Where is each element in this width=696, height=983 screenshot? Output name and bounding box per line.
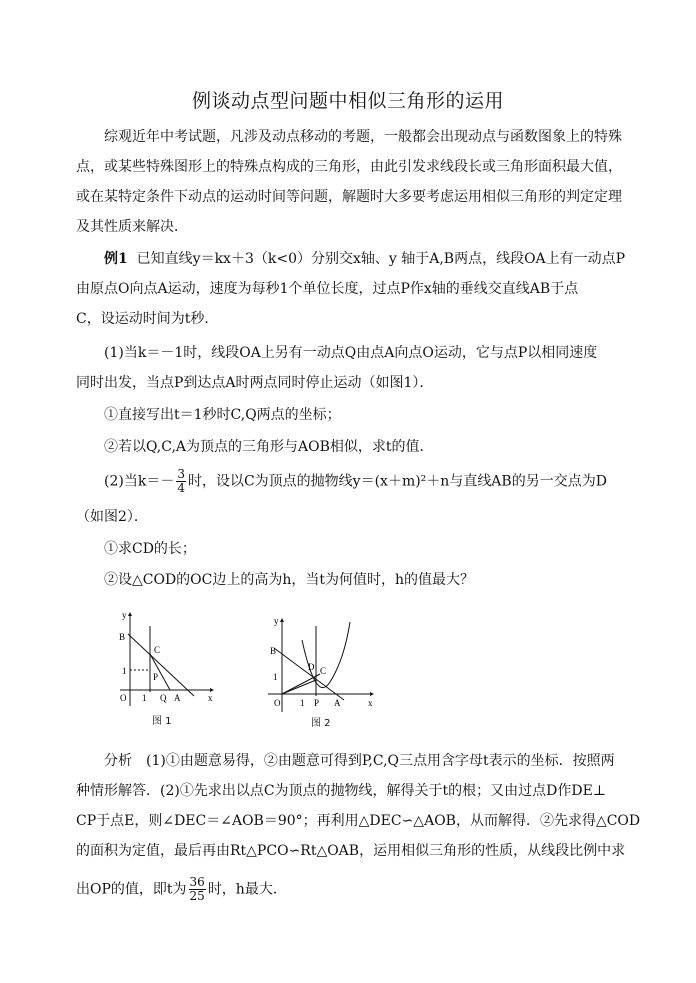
part2-q1: ①求CD的长； <box>104 541 196 557</box>
fig2-parabola <box>302 622 350 688</box>
fig1-arrows <box>128 612 214 692</box>
fig2-label-1x: 1 <box>300 698 305 708</box>
fig2-line-od <box>282 674 320 694</box>
frac-den-25: 25 <box>189 889 205 903</box>
intro-line-2: 点，或某些特殊图形上的特殊点构成的三角形，由此引发求线段长或三角形面积最大值， <box>76 159 622 175</box>
fig1-label-x: x <box>208 693 213 703</box>
fig1-label-c: C <box>154 645 161 655</box>
example-line-2: 由原点O向点A运动，速度为每秒1个单位长度，过点P作x轴的垂线交直线AB于点 <box>76 281 579 297</box>
fig1-label-b: B <box>119 632 126 642</box>
fig2-label-y: y <box>274 616 279 626</box>
part2-q2: ②设△COD的OC边上的高为h，当t为何值时，h的值最大？ <box>104 572 475 588</box>
fig2-arrows <box>280 618 374 696</box>
analysis-line-2: 种情形解答．(2)①先求出以点C为顶点的抛物线，解得关于t的根；又由过点D作DE⊥ <box>76 783 607 799</box>
frac-num: 3 <box>177 467 185 481</box>
example-line-1 <box>104 249 652 269</box>
fig1-label-1x: 1 <box>142 693 147 703</box>
intro-line-4: 及其性质来解决． <box>76 219 188 235</box>
fig2-label-c: C <box>320 666 327 676</box>
part2-post: 时，设以C为顶点的抛物线y＝(x＋m)²＋n与直线AB的另一交点为D <box>187 473 607 490</box>
fig1-label-p: P <box>153 672 159 682</box>
fraction-3-4 <box>176 468 186 495</box>
analysis-line-1: 分析 (1)①由题意易得，②由题意可得到P,C,Q三点用含字母t表示的坐标．按照两 <box>104 753 615 769</box>
fig2-label-o: O <box>274 698 281 708</box>
fig2-label-1y: 1 <box>273 672 278 682</box>
example-label: 例1 <box>104 251 128 267</box>
fig1-label-q: Q <box>160 693 167 703</box>
part2-pre: (2)当k＝－ <box>104 473 175 490</box>
fig1-label-o: O <box>120 693 127 703</box>
part1-line-1: (1)当k＝－1时，线段OA上另有一动点Q由点A向点O运动，它与点P以相同速度 <box>104 345 598 361</box>
fig2-label-d: D <box>308 662 315 672</box>
figure-2-caption: 图 2 <box>311 718 331 729</box>
analysis-line-4: 的面积为定值，最后再由Rt△PCO∽Rt△OAB，运用相似三角形的性质，从线段比例中求 <box>76 843 626 859</box>
example-line-3: C，设运动时间为t秒． <box>76 311 219 327</box>
part1-line-2: 同时出发，当点P到达点A时两点同时停止运动（如图1）． <box>76 375 434 391</box>
fig1-line-ab <box>128 634 194 696</box>
figure-1-caption: 图 1 <box>152 716 172 727</box>
analysis-last-post: 时，h最大． <box>207 881 287 898</box>
figure-1 <box>112 606 222 716</box>
frac-num-36: 36 <box>189 875 205 889</box>
fig1-label-1y: 1 <box>122 666 127 676</box>
analysis-line-3: CP于点E，则∠DEC＝∠AOB＝90°；再利用△DEC∽△AOB，从而解得．②先求得△COD <box>76 813 641 829</box>
fig2-label-x: x <box>368 698 373 708</box>
example-text-1: 已知直线y＝kx＋3（k<0）分别交x轴、y 轴于A,B两点，线段OA上有一动点P <box>136 251 626 267</box>
fig2-label-a: A <box>334 698 341 708</box>
intro-line-3: 或在某特定条件下动点的运动时间等问题，解题时大多要考虑运用相似三角形的判定定理 <box>76 189 622 205</box>
frac-den: 4 <box>177 481 185 495</box>
part1-q2: ②若以Q,C,A为顶点的三角形与AOB相似，求t的值． <box>104 439 434 455</box>
figure-2 <box>260 612 380 716</box>
part2-line-2: （如图2）． <box>76 509 148 525</box>
fig2-label-p: P <box>314 698 320 708</box>
intro-line-1: 综观近年中考试题，凡涉及动点移动的考题，一般都会出现动点与函数图象上的特殊 <box>104 129 622 145</box>
analysis-last-pre: 出OP的值，即t为 <box>76 881 187 898</box>
fig1-label-a: A <box>174 693 181 703</box>
page-title: 例谈动点型问题中相似三角形的运用 <box>191 90 504 112</box>
part2-line-1 <box>104 468 652 495</box>
part1-q1: ①直接写出t＝1秒时C,Q两点的坐标； <box>104 407 341 423</box>
fraction-36-25 <box>189 876 206 903</box>
fig2-label-b: B <box>270 646 277 656</box>
fig1-label-y: y <box>122 610 127 620</box>
fig2-line-oc <box>282 680 316 694</box>
analysis-line-5 <box>76 876 624 903</box>
